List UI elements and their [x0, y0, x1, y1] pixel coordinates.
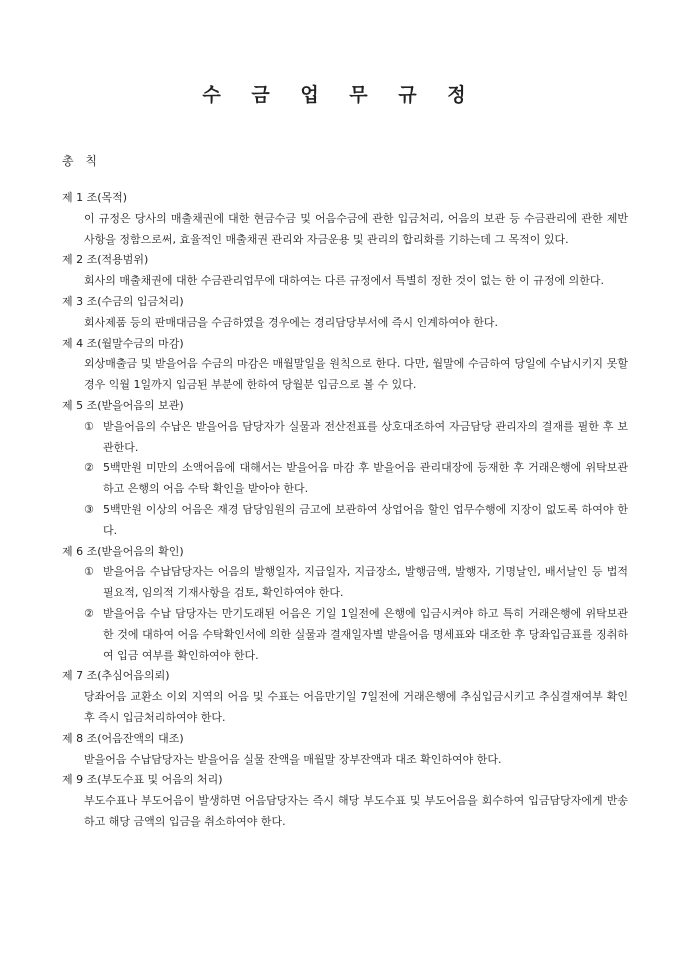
- article-heading: 제 9 조(부도수표 및 어음의 처리): [62, 773, 223, 787]
- clause-text: 5백만원 이상의 어음은 재경 담당임원의 금고에 보관하여 상업어음 할인 업무수행에 지장이 없도록 하여야 한다.: [103, 502, 628, 537]
- document-title: 수 금 업 무 규 정: [202, 84, 478, 106]
- article-text: 부도수표나 부도어음이 발생하면 어음담당자는 즉시 해당 부도수표 및 부도어음을 회수하여 입금담당자에게 반송하고 해당 금액의 입금을 취소하여야 한다.: [84, 794, 628, 828]
- article-8: [62, 729, 628, 771]
- article-7: [62, 666, 628, 728]
- article-6: [62, 542, 628, 667]
- article-4: [62, 334, 628, 396]
- article-heading: 제 2 조(적용범위): [62, 253, 149, 267]
- article-clause: [84, 500, 628, 542]
- article-heading: 제 3 조(수금의 입금처리): [62, 294, 184, 308]
- document-body: [62, 188, 628, 833]
- clause-text: 5백만원 미만의 소액어음에 대해서는 받을어음 마감 후 받을어음 관리대장에 등재한 후 거래은행에 위탁보관하고 은행의 어음 수탁 확인을 받아야 한다.: [103, 461, 628, 496]
- clause-number: ③: [84, 502, 94, 516]
- article-text: 받을어음 수납담당자는 받을어음 실물 잔액을 매월말 장부잔액과 대조 확인하여야 한다.: [84, 752, 502, 766]
- article-text: 외상매출금 및 받을어음 수금의 마감은 매월말일을 원칙으로 한다. 다만, 월말에 수금하여 당일에 수납시키지 못할 경우 익월 1일까지 입금된 부분에 한하여 당월분 입금으로 볼 수 있다.: [84, 357, 628, 392]
- article-text: 당좌어음 교환소 이외 지역의 어음 및 수표는 어음만기일 7일전에 거래은행에 추심입금시키고 추심결재여부 확인 후 즉시 입금처리하여야 한다.: [84, 690, 628, 724]
- article-3: [62, 292, 628, 334]
- article-heading: 제 1 조(목적): [62, 191, 128, 204]
- clause-text: 받을어음의 수납은 받을어음 담당자가 실물과 전산전표를 상호대조하여 자금담당 관리자의 결재를 필한 후 보관한다.: [103, 419, 628, 454]
- clause-number: ②: [84, 461, 94, 475]
- clause-text: 받을어음 수납담당자는 어음의 발행일자, 지급일자, 지급장소, 발행금액, 발행자, 기명날인, 배서날인 등 법적 필요적, 임의적 기재사항을 검토, 확인하여야 한다.: [103, 565, 628, 600]
- article-2: [62, 250, 628, 292]
- clause-number: ①: [84, 565, 94, 579]
- clause-text: 받을어음 수납 담당자는 만기도래된 어음은 기일 1일전에 은행에 입금시켜야 하고 특히 거래은행에 위탁보관한 것에 대하여 어음 수탁확인서에 의한 실물과 결재일자별 받을어음 명세표와 대조한 후 당좌입금표를 징취하여 입금 여부를 확인하여야 한다.: [103, 606, 628, 662]
- article-5: [62, 396, 628, 542]
- article-text: 회사의 매출채권에 대한 수금관리업무에 대하여는 다른 규정에서 특별히 정한 것이 없는 한 이 규정에 의한다.: [84, 274, 604, 288]
- article-text: 회사제품 등의 판매대금을 수금하였을 경우에는 경리담당부서에 즉시 인계하여야 한다.: [84, 315, 499, 329]
- article-clause: [84, 458, 628, 500]
- section-heading: 총 칙: [62, 154, 101, 168]
- article-text: 이 규정은 당사의 매출채권에 대한 현금수금 및 어음수금에 관한 입금처리, 어음의 보관 등 수금관리에 관한 제반사항을 정함으로써, 효율적인 매출채권 관리와 자금운용 및 관리의 합리화를 기하는데 그 목적이 있다.: [84, 211, 628, 246]
- clause-number: ②: [84, 606, 94, 620]
- article-heading: 제 5 조(받을어음의 보관): [62, 398, 184, 412]
- article-9: [62, 770, 628, 832]
- article-clause: [84, 562, 628, 604]
- article-clause: [84, 417, 628, 459]
- article-heading: 제 4 조(월말수금의 마감): [62, 336, 184, 350]
- clause-number: ①: [84, 419, 94, 433]
- article-1: [62, 188, 628, 250]
- article-heading: 제 6 조(받을어음의 확인): [62, 544, 184, 558]
- article-heading: 제 7 조(추심어음의뢰): [62, 669, 170, 683]
- article-clause: [84, 604, 628, 666]
- article-heading: 제 8 조(어음잔액의 대조): [62, 731, 184, 745]
